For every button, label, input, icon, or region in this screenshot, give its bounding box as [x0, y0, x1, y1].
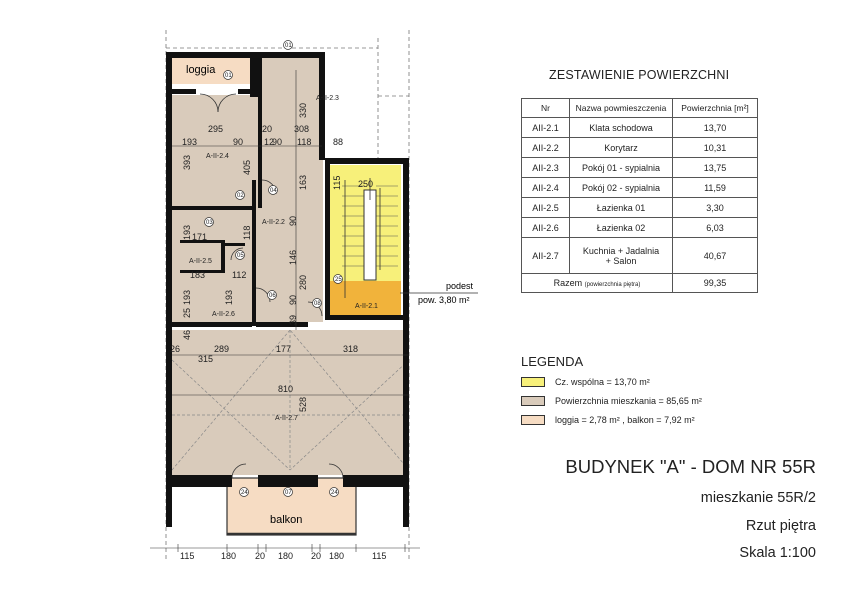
dim: 528	[298, 396, 308, 412]
cell-nr: AII-2.3	[522, 158, 570, 178]
table-row	[522, 118, 758, 138]
dim: 20	[255, 551, 266, 561]
flat-number: mieszkanie 55R/2	[700, 490, 816, 506]
dim: 193	[224, 289, 234, 305]
dim: 193	[182, 289, 192, 305]
dim: 90	[288, 294, 298, 305]
dim: 118	[242, 225, 252, 240]
scale: Skala 1:100	[739, 545, 816, 561]
dim: 180	[329, 551, 345, 561]
dim: 90	[233, 137, 244, 147]
tag: 04	[270, 188, 277, 194]
dim: 183	[190, 270, 206, 280]
dim: 20	[262, 124, 273, 134]
dim: 193	[182, 224, 192, 240]
legend-label: Powierzchnia mieszkania = 85,65 m²	[555, 396, 702, 406]
dim: 250	[358, 179, 374, 189]
dim: 315	[198, 354, 214, 364]
total-value: 99,35	[673, 274, 758, 293]
tag: 01	[225, 73, 232, 79]
dim: 393	[182, 154, 192, 170]
dim: 177	[276, 344, 292, 354]
legend-item	[521, 395, 702, 407]
cell-nr: AII-2.1	[522, 118, 570, 138]
dim: 25	[182, 307, 192, 318]
tag: 24	[241, 490, 248, 496]
cell-name: Łazienka 01	[570, 198, 673, 218]
total-label: Razem	[553, 278, 583, 288]
cell-name: Pokój 01 - sypialnia	[570, 158, 673, 178]
cell-name-line1: Kuchnia + Jadalnia	[582, 245, 660, 256]
legend-item	[521, 414, 695, 426]
dim: 12	[264, 137, 275, 147]
tag: 02	[237, 193, 244, 199]
room-tag-r23: A-II-2.3	[316, 95, 339, 102]
dim: 20	[311, 551, 322, 561]
cell-name: Pokój 02 - sypialnia	[570, 178, 673, 198]
tag: 08	[314, 301, 321, 307]
table-row	[522, 158, 758, 178]
dim: 90	[272, 137, 283, 147]
dim: 280	[298, 274, 308, 290]
podest-area: pow. 3,80 m²	[418, 295, 470, 305]
legend-swatch-loggia	[521, 415, 545, 425]
tag: 06	[269, 293, 276, 299]
summary-table	[521, 98, 758, 293]
summary-title: ZESTAWIENIE POWIERZCHNI	[549, 68, 730, 82]
dim: 118	[297, 137, 312, 147]
dim: 115	[332, 175, 342, 190]
cell-area: 40,67	[673, 238, 758, 274]
cell-area: 6,03	[673, 218, 758, 238]
room-tag-r21: A-II-2.1	[355, 303, 378, 310]
cell-name: Korytarz	[570, 138, 673, 158]
dim: 330	[298, 102, 308, 118]
room-tag-r24: A-II-2.4	[206, 153, 229, 160]
cell-name-line2: + Salon	[605, 255, 637, 266]
cell-nr: AII-2.7	[522, 238, 570, 274]
legend-title: LEGENDA	[521, 354, 584, 369]
tag: 03	[206, 220, 213, 226]
dim: 88	[333, 137, 344, 147]
dim: 289	[214, 344, 230, 354]
legend-item	[521, 376, 650, 388]
table-header-row	[522, 99, 758, 118]
room-tag-r22: A-II-2.2	[262, 219, 285, 226]
table-row	[522, 198, 758, 218]
header-name: Nazwa powmieszczenia	[570, 99, 673, 118]
legend-label: Cz. wspólna = 13,70 m²	[555, 377, 650, 387]
room-tag-r25: A-II-2.5	[189, 258, 212, 265]
loggia-label: loggia	[186, 64, 216, 76]
total-note: (powierzchnia piętra)	[584, 282, 641, 288]
dim: 146	[288, 249, 298, 265]
dim: 115	[372, 551, 387, 561]
tag: 01	[285, 43, 292, 49]
tag: 24	[331, 490, 338, 496]
cell-name: Klata schodowa	[570, 118, 673, 138]
dim: 180	[221, 551, 237, 561]
room-tag-r27: A-II-2.7	[275, 415, 298, 422]
legend-swatch-common	[521, 377, 545, 387]
cell-nr: AII-2.6	[522, 218, 570, 238]
header-area: Powierzchnia [m²]	[673, 99, 758, 118]
table-row	[522, 218, 758, 238]
cell-nr: AII-2.4	[522, 178, 570, 198]
header-nr: Nr	[522, 99, 570, 118]
stair-well	[364, 190, 376, 280]
building-title: BUDYNEK "A" - DOM NR 55R	[565, 456, 816, 477]
dim: 46	[182, 329, 192, 340]
tag: 25	[335, 277, 342, 283]
cell-nr: AII-2.2	[522, 138, 570, 158]
dim: 115	[180, 551, 195, 561]
podest-label: podest	[446, 281, 474, 291]
dim: 171	[192, 232, 208, 242]
balcony-label: balkon	[270, 514, 303, 526]
table-row	[522, 178, 758, 198]
table-total-row	[522, 274, 758, 293]
dim: 308	[294, 124, 310, 134]
dim: 318	[343, 344, 359, 354]
dim: 26	[170, 344, 181, 354]
dim: 810	[278, 384, 294, 394]
tag: 07	[285, 490, 292, 496]
cell-area: 3,30	[673, 198, 758, 218]
dim: 112	[232, 270, 247, 280]
cell-area: 11,59	[673, 178, 758, 198]
total-label-cell	[522, 274, 673, 293]
cell-area: 13,75	[673, 158, 758, 178]
cell-area: 10,31	[673, 138, 758, 158]
cell-name: Łazienka 02	[570, 218, 673, 238]
cell-name	[570, 238, 673, 274]
cell-nr: AII-2.5	[522, 198, 570, 218]
dim: 405	[242, 159, 252, 175]
legend-label: loggia = 2,78 m² , balkon = 7,92 m²	[555, 415, 695, 425]
tag: 05	[237, 253, 244, 259]
table-row	[522, 138, 758, 158]
dim: 193	[182, 137, 198, 147]
dim: 163	[298, 174, 308, 190]
dim: 180	[278, 551, 294, 561]
legend-swatch-apartment	[521, 396, 545, 406]
table-row	[522, 238, 758, 274]
cell-area: 13,70	[673, 118, 758, 138]
dim: 295	[208, 124, 224, 134]
dim: 39	[288, 314, 298, 325]
room-tag-r26: A-II-2.6	[212, 311, 235, 318]
dim: 90	[288, 215, 298, 226]
view-name: Rzut piętra	[745, 518, 816, 534]
